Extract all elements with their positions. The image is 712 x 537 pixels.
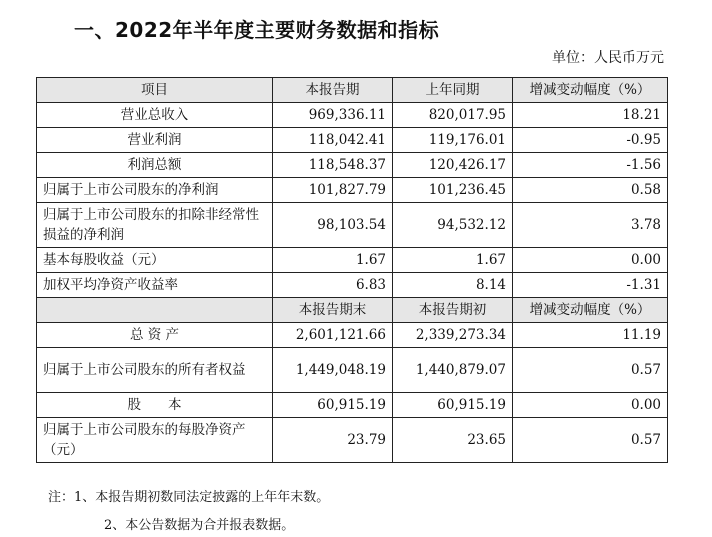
table-row — [37, 248, 668, 273]
table-row — [37, 128, 668, 153]
row-label: 总 资 产 — [37, 323, 273, 348]
table-row — [37, 273, 668, 298]
current-value: 118,548.37 — [273, 153, 393, 178]
header-cell: 上年同期 — [393, 78, 513, 103]
change-value: 0.00 — [513, 393, 668, 418]
prior-value: 8.14 — [393, 273, 513, 298]
current-value: 118,042.41 — [273, 128, 393, 153]
financial-table — [36, 77, 668, 463]
current-value: 101,827.79 — [273, 178, 393, 203]
change-value: 0.00 — [513, 248, 668, 273]
table-row — [37, 178, 668, 203]
row-label: 归属于上市公司股东的每股净资产（元） — [37, 418, 273, 463]
start-value: 23.65 — [393, 418, 513, 463]
change-value: 3.78 — [513, 203, 668, 248]
change-value: -1.56 — [513, 153, 668, 178]
row-label: 利润总额 — [37, 153, 273, 178]
row-label: 营业总收入 — [37, 103, 273, 128]
end-value: 2,601,121.66 — [273, 323, 393, 348]
prior-value: 820,017.95 — [393, 103, 513, 128]
change-value: 0.58 — [513, 178, 668, 203]
table-row — [37, 393, 668, 418]
header-cell: 项目 — [37, 78, 273, 103]
table-row — [37, 203, 668, 248]
row-label: 归属于上市公司股东的扣除非经常性损益的净利润 — [37, 203, 273, 248]
current-value: 6.83 — [273, 273, 393, 298]
prior-value: 101,236.45 — [393, 178, 513, 203]
row-label: 营业利润 — [37, 128, 273, 153]
change-value: 0.57 — [513, 418, 668, 463]
table-row — [37, 323, 668, 348]
current-value: 1.67 — [273, 248, 393, 273]
header-cell: 增减变动幅度（%） — [513, 298, 668, 323]
start-value: 60,915.19 — [393, 393, 513, 418]
row-label: 归属于上市公司股东的净利润 — [37, 178, 273, 203]
row-label: 股 本 — [37, 393, 273, 418]
change-value: -1.31 — [513, 273, 668, 298]
header-cell: 本报告期末 — [273, 298, 393, 323]
table-row — [37, 103, 668, 128]
start-value: 2,339,273.34 — [393, 323, 513, 348]
end-value: 23.79 — [273, 418, 393, 463]
change-value: -0.95 — [513, 128, 668, 153]
row-label: 归属于上市公司股东的所有者权益 — [37, 348, 273, 393]
table-row — [37, 348, 668, 393]
unit-label: 单位：人民币万元 — [552, 50, 664, 66]
end-value: 1,449,048.19 — [273, 348, 393, 393]
row-label: 基本每股收益（元） — [37, 248, 273, 273]
page-title: 一、2022年半年度主要财务数据和指标 — [74, 18, 440, 42]
start-value: 1,440,879.07 — [393, 348, 513, 393]
change-value: 0.57 — [513, 348, 668, 393]
header-cell: 增减变动幅度（%） — [513, 78, 668, 103]
table-header-row — [37, 78, 668, 103]
table-subheader-row — [37, 298, 668, 323]
header-cell: 本报告期初 — [393, 298, 513, 323]
note-1: 注：1、本报告期初数同法定披露的上年年末数。 — [48, 490, 330, 505]
current-value: 969,336.11 — [273, 103, 393, 128]
table-row — [37, 153, 668, 178]
prior-value: 1.67 — [393, 248, 513, 273]
prior-value: 120,426.17 — [393, 153, 513, 178]
header-cell: 本报告期 — [273, 78, 393, 103]
current-value: 98,103.54 — [273, 203, 393, 248]
change-value: 11.19 — [513, 323, 668, 348]
end-value: 60,915.19 — [273, 393, 393, 418]
row-label: 加权平均净资产收益率 — [37, 273, 273, 298]
change-value: 18.21 — [513, 103, 668, 128]
prior-value: 119,176.01 — [393, 128, 513, 153]
table-row — [37, 418, 668, 463]
header-cell — [37, 298, 273, 323]
note-2: 2、本公告数据为合并报表数据。 — [104, 518, 295, 533]
prior-value: 94,532.12 — [393, 203, 513, 248]
